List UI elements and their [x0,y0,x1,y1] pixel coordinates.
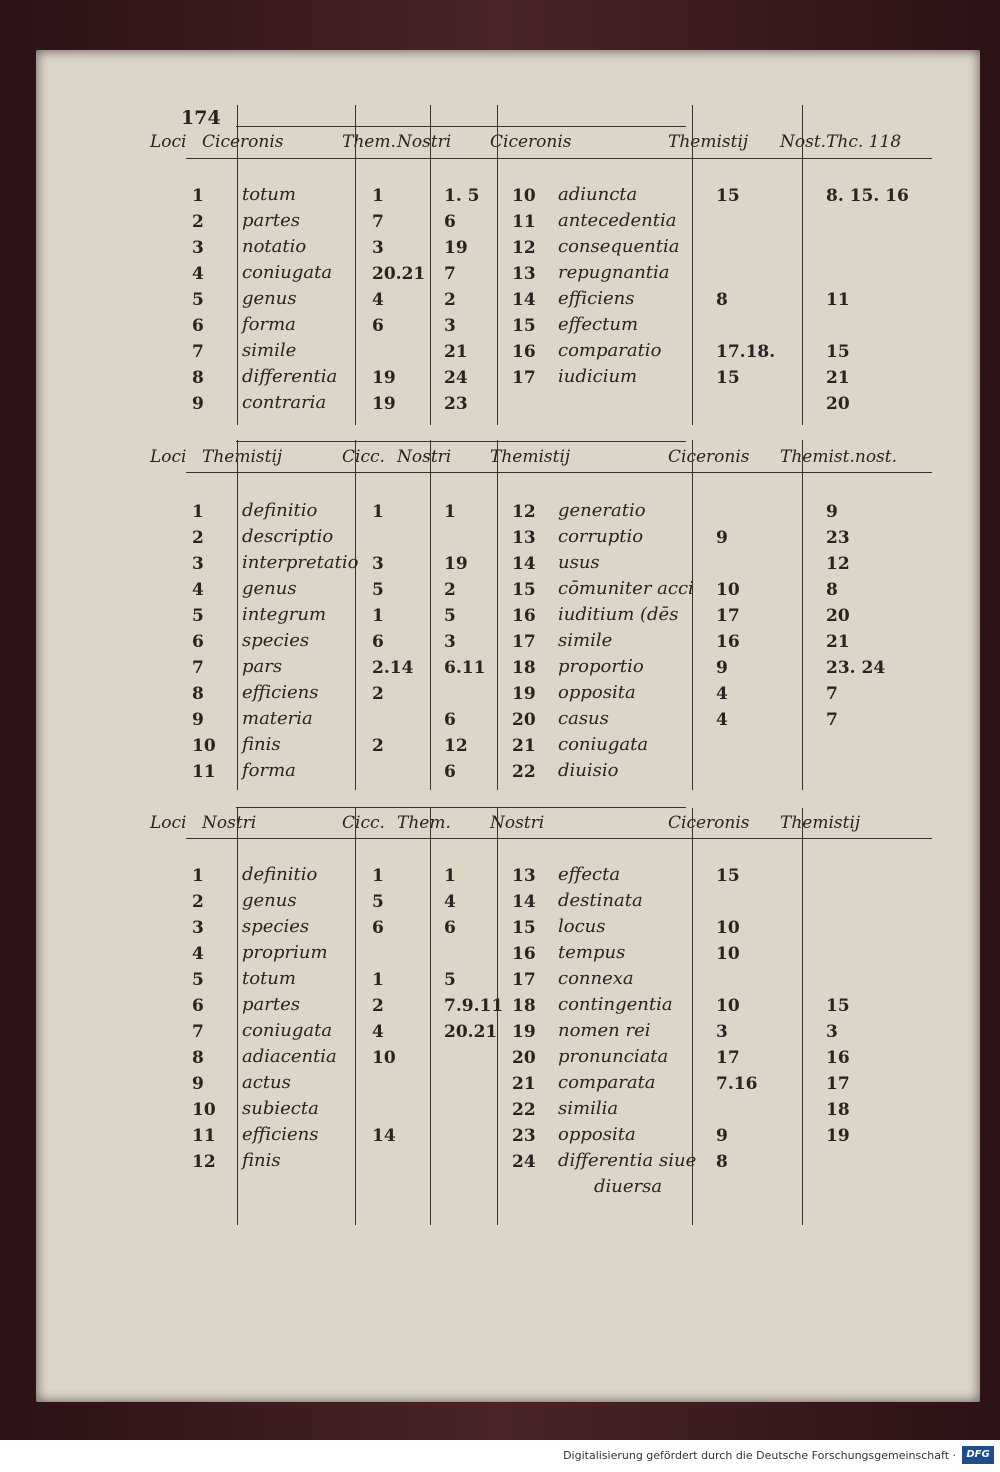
locus-name: iudicium [558,366,638,387]
locus-name: effecta [558,864,621,885]
locus-name: simile [242,340,297,361]
cross-reference: 8. 15. 16 [826,186,909,206]
locus-name: actus [242,1072,291,1093]
locus-number: 16 [512,342,536,362]
locus-number: 21 [512,1074,536,1094]
locus-name: comparata [558,1072,656,1093]
locus-number: 9 [192,1074,204,1094]
locus-number: 10 [512,186,536,206]
cross-reference: 10 [716,580,740,600]
locus-number: 1 [192,186,204,206]
column-header: Nostri [397,132,452,152]
cross-reference: 18 [826,1100,850,1120]
column-rule [497,808,498,1225]
column-header: Themistij [490,447,571,467]
locus-number: 8 [192,1048,204,1068]
column-rule [802,440,803,790]
locus-name: nomen rei [558,1020,651,1041]
cross-reference: 2 [372,736,384,756]
locus-name: efficiens [558,288,635,309]
cross-reference: 10 [716,918,740,938]
cross-reference: 3 [444,632,456,652]
locus-name: definitio [242,500,318,521]
cross-reference: 7.16 [716,1074,758,1094]
locus-name: subiecta [242,1098,319,1119]
column-rule [430,440,431,790]
cross-reference: 19 [372,368,396,388]
locus-number: 3 [192,554,204,574]
locus-number: 11 [512,212,536,232]
locus-name: proportio [558,656,644,677]
locus-name: opposita [558,682,636,703]
locus-number: 3 [192,918,204,938]
locus-name: descriptio [242,526,334,547]
locus-name: tempus [558,942,626,963]
cross-reference: 24 [444,368,468,388]
locus-number: 18 [512,996,536,1016]
locus-number: 17 [512,368,536,388]
cross-reference: 10 [372,1048,396,1068]
cross-reference: 6 [372,918,384,938]
footer-credit: Digitalisierung gefördert durch die Deutsche Forschungsgemeinschaft · [563,1449,956,1462]
locus-name: differentia [242,366,338,387]
locus-name: partes [242,210,300,231]
cross-reference: 5 [372,892,384,912]
locus-number: 21 [512,736,536,756]
locus-number: 11 [192,1126,216,1146]
cross-reference: 3 [826,1022,838,1042]
column-header: Ciceronis [490,132,572,152]
locus-name: connexa [558,968,634,989]
column-header: Ciceronis [668,813,750,833]
column-header: Loci [150,132,187,152]
footer-bar [0,1440,1000,1472]
locus-name: genus [242,288,297,309]
locus-name: pars [242,656,283,677]
locus-name: forma [242,314,296,335]
column-header: Themistij [202,447,283,467]
cross-reference: 1 [372,186,384,206]
locus-name: forma [242,760,296,781]
locus-number: 16 [512,606,536,626]
column-rule [692,105,693,425]
cross-reference: 12 [826,554,850,574]
cross-reference: 6 [444,212,456,232]
locus-name: usus [558,552,600,573]
cross-reference: 3 [372,554,384,574]
column-header: Nostri [490,813,545,833]
locus-name: interpretatio [242,552,359,573]
locus-number: 23 [512,1126,536,1146]
locus-name: contingentia [558,994,673,1015]
locus-name: diuersa [594,1176,663,1197]
cross-reference: 5 [444,606,456,626]
cross-reference: 2.14 [372,658,414,678]
locus-name: efficiens [242,682,319,703]
cross-reference: 12 [444,736,468,756]
locus-name: comparatio [558,340,662,361]
cross-reference: 20.21 [444,1022,498,1042]
column-rule [355,105,356,425]
cross-reference: 16 [716,632,740,652]
column-rule [355,808,356,1225]
column-rule [237,808,238,1225]
locus-number: 3 [192,238,204,258]
locus-number: 5 [192,606,204,626]
column-rule [802,808,803,1225]
cross-reference: 10 [716,944,740,964]
locus-number: 6 [192,316,204,336]
column-header: Loci [150,813,187,833]
locus-name: materia [242,708,313,729]
locus-number: 16 [512,944,536,964]
locus-name: coniugata [558,734,649,755]
cross-reference: 17.18. [716,342,776,362]
locus-number: 4 [192,580,204,600]
locus-number: 12 [512,502,536,522]
locus-number: 9 [192,710,204,730]
header-rule-top [236,807,686,808]
cross-reference: 3 [716,1022,728,1042]
page-number: 174 [181,107,221,129]
locus-name: genus [242,890,297,911]
cross-reference: 2 [372,684,384,704]
column-header: Nostri [202,813,257,833]
locus-number: 10 [192,1100,216,1120]
locus-number: 4 [192,264,204,284]
locus-name: locus [558,916,606,937]
locus-name: adiuncta [558,184,638,205]
cross-reference: 15 [716,186,740,206]
locus-name: diuisio [558,760,619,781]
column-header: Nost.Thc. 118 [780,132,902,152]
cross-reference: 1 [372,970,384,990]
cross-reference: 3 [372,238,384,258]
locus-number: 2 [192,892,204,912]
cross-reference: 23 [826,528,850,548]
locus-name: iuditium (dēs [558,604,679,625]
cross-reference: 19 [444,238,468,258]
cross-reference: 1. 5 [444,186,480,206]
cross-reference: 7 [826,684,838,704]
cross-reference: 11 [826,290,850,310]
locus-name: contraria [242,392,327,413]
cross-reference: 6 [444,762,456,782]
locus-number: 22 [512,1100,536,1120]
locus-name: corruptio [558,526,644,547]
cross-reference: 9 [716,1126,728,1146]
cross-reference: 15 [826,342,850,362]
cross-reference: 17 [716,606,740,626]
locus-number: 13 [512,866,536,886]
column-header: Cicc. [342,813,385,833]
column-header: Ciceronis [202,132,284,152]
column-rule [692,440,693,790]
cross-reference: 5 [444,970,456,990]
cross-reference: 20.21 [372,264,426,284]
locus-name: totum [242,184,296,205]
locus-number: 4 [192,944,204,964]
locus-number: 2 [192,212,204,232]
locus-name: effectum [558,314,639,335]
locus-name: generatio [558,500,646,521]
locus-name: genus [242,578,297,599]
header-rule [186,838,932,839]
locus-name: simile [558,630,613,651]
locus-number: 11 [192,762,216,782]
locus-number: 19 [512,1022,536,1042]
cross-reference: 6.11 [444,658,486,678]
cross-reference: 1 [372,866,384,886]
cross-reference: 4 [716,684,728,704]
cross-reference: 15 [826,996,850,1016]
column-header: Themistij [668,132,749,152]
locus-number: 12 [192,1152,216,1172]
locus-number: 2 [192,528,204,548]
locus-name: casus [558,708,609,729]
locus-name: totum [242,968,296,989]
cross-reference: 2 [444,580,456,600]
cross-reference: 7 [444,264,456,284]
cross-reference: 6 [372,316,384,336]
column-header: Them. [342,132,396,152]
cross-reference: 23. 24 [826,658,886,678]
column-header: Nostri [397,447,452,467]
cross-reference: 19 [444,554,468,574]
cross-reference: 8 [716,290,728,310]
column-header: Themistij [780,813,861,833]
locus-number: 9 [192,394,204,414]
cross-reference: 7.9.11 [444,996,504,1016]
cross-reference: 2 [372,996,384,1016]
cross-reference: 9 [826,502,838,522]
cross-reference: 9 [716,658,728,678]
locus-number: 14 [512,892,536,912]
locus-name: species [242,916,310,937]
locus-name: consequentia [558,236,680,257]
locus-number: 19 [512,684,536,704]
header-rule-top [236,126,686,127]
cross-reference: 6 [444,710,456,730]
locus-number: 12 [512,238,536,258]
column-header: Them. [397,813,451,833]
locus-number: 15 [512,316,536,336]
locus-number: 20 [512,1048,536,1068]
cross-reference: 10 [716,996,740,1016]
locus-number: 6 [192,632,204,652]
column-rule [237,440,238,790]
cross-reference: 21 [444,342,468,362]
locus-name: efficiens [242,1124,319,1145]
cross-reference: 21 [826,632,850,652]
header-rule-top [236,441,686,442]
locus-name: coniugata [242,262,333,283]
locus-number: 13 [512,264,536,284]
cross-reference: 5 [372,580,384,600]
cross-reference: 1 [372,606,384,626]
column-rule [355,440,356,790]
locus-number: 15 [512,580,536,600]
locus-number: 7 [192,342,204,362]
locus-number: 5 [192,290,204,310]
column-rule [497,440,498,790]
dfg-logo: DFG [962,1446,994,1464]
locus-number: 10 [192,736,216,756]
cross-reference: 1 [444,502,456,522]
cross-reference: 7 [826,710,838,730]
column-header: Loci [150,447,187,467]
cross-reference: 6 [372,632,384,652]
column-header: Cicc. [342,447,385,467]
locus-name: integrum [242,604,327,625]
cross-reference: 23 [444,394,468,414]
locus-name: pronunciata [558,1046,669,1067]
locus-name: notatio [242,236,307,257]
locus-name: coniugata [242,1020,333,1041]
cross-reference: 16 [826,1048,850,1068]
locus-number: 17 [512,632,536,652]
cross-reference: 15 [716,368,740,388]
cross-reference: 8 [826,580,838,600]
cross-reference: 20 [826,606,850,626]
cross-reference: 19 [826,1126,850,1146]
column-rule [430,105,431,425]
cross-reference: 7 [372,212,384,232]
locus-number: 20 [512,710,536,730]
locus-name: partes [242,994,300,1015]
column-header: Ciceronis [668,447,750,467]
locus-number: 7 [192,658,204,678]
cross-reference: 21 [826,368,850,388]
locus-name: finis [242,1150,281,1171]
cross-reference: 9 [716,528,728,548]
locus-name: antecedentia [558,210,677,231]
locus-name: similia [558,1098,619,1119]
cross-reference: 4 [372,290,384,310]
locus-number: 1 [192,502,204,522]
column-rule [497,105,498,425]
locus-number: 18 [512,658,536,678]
locus-number: 6 [192,996,204,1016]
column-rule [237,105,238,425]
locus-number: 1 [192,866,204,886]
locus-number: 17 [512,970,536,990]
locus-number: 15 [512,918,536,938]
locus-number: 8 [192,684,204,704]
cross-reference: 15 [716,866,740,886]
cross-reference: 4 [716,710,728,730]
locus-name: differentia siue [558,1150,697,1171]
cross-reference: 2 [444,290,456,310]
locus-name: adiacentia [242,1046,337,1067]
cross-reference: 4 [444,892,456,912]
locus-name: definitio [242,864,318,885]
cross-reference: 20 [826,394,850,414]
column-rule [430,808,431,1225]
column-header: Themist.nost. [780,447,898,467]
locus-number: 14 [512,554,536,574]
book-page [36,50,980,1402]
cross-reference: 8 [716,1152,728,1172]
locus-name: repugnantia [558,262,670,283]
cross-reference: 17 [826,1074,850,1094]
locus-number: 22 [512,762,536,782]
cross-reference: 1 [444,866,456,886]
cross-reference: 17 [716,1048,740,1068]
cross-reference: 14 [372,1126,396,1146]
locus-name: destinata [558,890,643,911]
header-rule [186,158,932,159]
locus-name: cōmuniter acci [558,578,694,599]
locus-number: 14 [512,290,536,310]
locus-name: species [242,630,310,651]
cross-reference: 19 [372,394,396,414]
locus-name: proprium [242,942,328,963]
header-rule [186,472,932,473]
locus-number: 13 [512,528,536,548]
locus-number: 24 [512,1152,536,1172]
locus-name: opposita [558,1124,636,1145]
locus-number: 5 [192,970,204,990]
cross-reference: 4 [372,1022,384,1042]
cross-reference: 6 [444,918,456,938]
cross-reference: 1 [372,502,384,522]
locus-number: 8 [192,368,204,388]
cross-reference: 3 [444,316,456,336]
locus-name: finis [242,734,281,755]
column-rule [802,105,803,425]
locus-number: 7 [192,1022,204,1042]
